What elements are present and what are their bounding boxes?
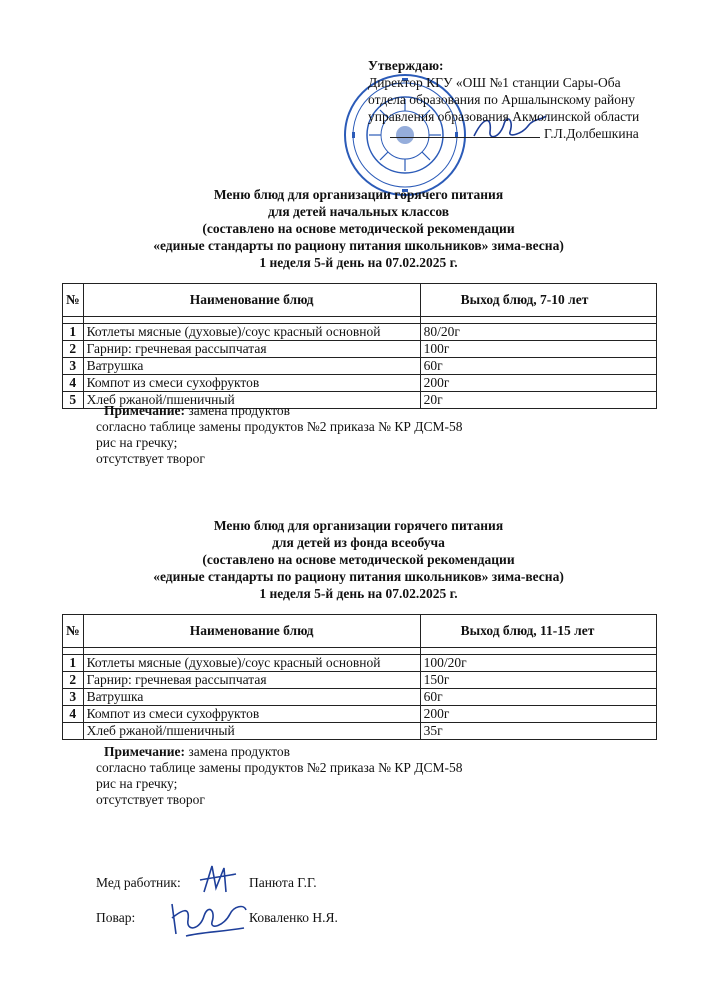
table-row xyxy=(63,341,657,358)
table-spacer-row xyxy=(63,317,657,324)
note-primary xyxy=(96,403,616,467)
row-dish: Ватрушка xyxy=(83,358,420,375)
row-dish: Котлеты мясные (духовые)/соус красный основной xyxy=(83,324,420,341)
note-first-line xyxy=(96,403,616,419)
approval-line-2: отдела образования по Аршалынскому району xyxy=(368,92,635,107)
cook-signature xyxy=(166,896,250,940)
row-num: 4 xyxy=(63,706,84,723)
row-num: 5 xyxy=(63,392,84,409)
table-row xyxy=(63,324,657,341)
row-yield: 150г xyxy=(420,672,656,689)
medic-signature xyxy=(196,862,240,898)
row-dish: Гарнир: гречневая рассыпчатая xyxy=(83,341,420,358)
table-spacer-row xyxy=(63,648,657,655)
row-num: 1 xyxy=(63,324,84,341)
note-line: согласно таблице замены продуктов №2 приказа № КР ДСМ-58 xyxy=(96,760,463,775)
heading-line: Меню блюд для организации горячего питания xyxy=(213,187,504,202)
note-text: замена продуктов xyxy=(188,744,291,759)
col-header-yield: Выход блюд, 7-10 лет xyxy=(420,284,656,317)
row-yield: 60г xyxy=(420,358,656,375)
note-first-line xyxy=(96,744,616,760)
note-line: рис на гречку; xyxy=(96,435,178,450)
table-row xyxy=(63,358,657,375)
row-yield: 60г xyxy=(420,689,656,706)
approval-line-1: Директор КГУ «ОШ №1 станции Сары-Оба xyxy=(368,75,621,90)
approval-block xyxy=(368,57,698,142)
table-header-row xyxy=(63,615,657,648)
approval-title: Утверждаю: xyxy=(368,58,444,73)
menu-table-primary xyxy=(62,283,657,409)
row-dish: Хлеб ржаной/пшеничный xyxy=(83,723,420,740)
row-dish: Компот из смеси сухофруктов xyxy=(83,706,420,723)
staff-role-medic: Мед работник: xyxy=(96,875,181,890)
signature-line xyxy=(390,125,540,138)
col-header-dish: Наименование блюд xyxy=(83,615,420,648)
approval-line-3: управления образования Акмолинской области xyxy=(368,109,640,124)
table-row xyxy=(63,655,657,672)
row-dish: Компот из смеси сухофруктов xyxy=(83,375,420,392)
table-header-row xyxy=(63,284,657,317)
col-header-num: № xyxy=(63,615,84,648)
heading-line: 1 неделя 5-й день на 07.02.2025 г. xyxy=(259,255,458,270)
heading-line: «единые стандарты по рациону питания школьников» зима-весна) xyxy=(153,238,564,253)
row-yield: 20г xyxy=(420,392,656,409)
approval-signature-row xyxy=(368,125,698,142)
note-label: Примечание: xyxy=(104,403,186,418)
heading-line: для детей из фонда всеобуча xyxy=(272,535,445,550)
menu-heading-primary xyxy=(0,186,717,271)
approval-signatory: Г.Л.Долбешкина xyxy=(544,126,639,141)
row-yield: 100/20г xyxy=(420,655,656,672)
table-row xyxy=(63,723,657,740)
row-yield: 200г xyxy=(420,706,656,723)
table-row xyxy=(63,706,657,723)
table-row xyxy=(63,672,657,689)
row-yield: 35г xyxy=(420,723,656,740)
menu-table-secondary xyxy=(62,614,657,740)
heading-line: 1 неделя 5-й день на 07.02.2025 г. xyxy=(259,586,458,601)
staff-name-cook: Коваленко Н.Я. xyxy=(249,910,338,925)
col-header-yield: Выход блюд, 11-15 лет xyxy=(420,615,656,648)
heading-line: (составлено на основе методической рекомендации xyxy=(202,552,515,567)
col-header-num: № xyxy=(63,284,84,317)
note-label: Примечание: xyxy=(104,744,186,759)
row-num: 2 xyxy=(63,672,84,689)
row-yield: 80/20г xyxy=(420,324,656,341)
heading-line: Меню блюд для организации горячего питания xyxy=(213,518,504,533)
table-row xyxy=(63,689,657,706)
note-line: рис на гречку; xyxy=(96,776,178,791)
staff-name-medic: Панюта Г.Г. xyxy=(249,875,317,890)
col-header-dish: Наименование блюд xyxy=(83,284,420,317)
note-line: отсутствует творог xyxy=(96,792,205,807)
note-line: согласно таблице замены продуктов №2 приказа № КР ДСМ-58 xyxy=(96,419,463,434)
staff-role-cook: Повар: xyxy=(96,910,136,925)
row-num xyxy=(63,723,84,740)
row-num: 2 xyxy=(63,341,84,358)
row-num: 3 xyxy=(63,689,84,706)
note-secondary xyxy=(96,744,616,808)
heading-line: для детей начальных классов xyxy=(267,204,450,219)
heading-line: (составлено на основе методической рекомендации xyxy=(202,221,515,236)
note-text: замена продуктов xyxy=(188,403,291,418)
note-line: отсутствует творог xyxy=(96,451,205,466)
row-num: 4 xyxy=(63,375,84,392)
row-num: 1 xyxy=(63,655,84,672)
table-row xyxy=(63,375,657,392)
row-yield: 200г xyxy=(420,375,656,392)
row-num: 3 xyxy=(63,358,84,375)
row-dish: Гарнир: гречневая рассыпчатая xyxy=(83,672,420,689)
row-dish: Котлеты мясные (духовые)/соус красный основной xyxy=(83,655,420,672)
row-dish: Хлеб ржаной/пшеничный xyxy=(83,392,420,409)
heading-line: «единые стандарты по рациону питания школьников» зима-весна) xyxy=(153,569,564,584)
row-yield: 100г xyxy=(420,341,656,358)
row-dish: Ватрушка xyxy=(83,689,420,706)
menu-heading-secondary xyxy=(0,517,717,602)
